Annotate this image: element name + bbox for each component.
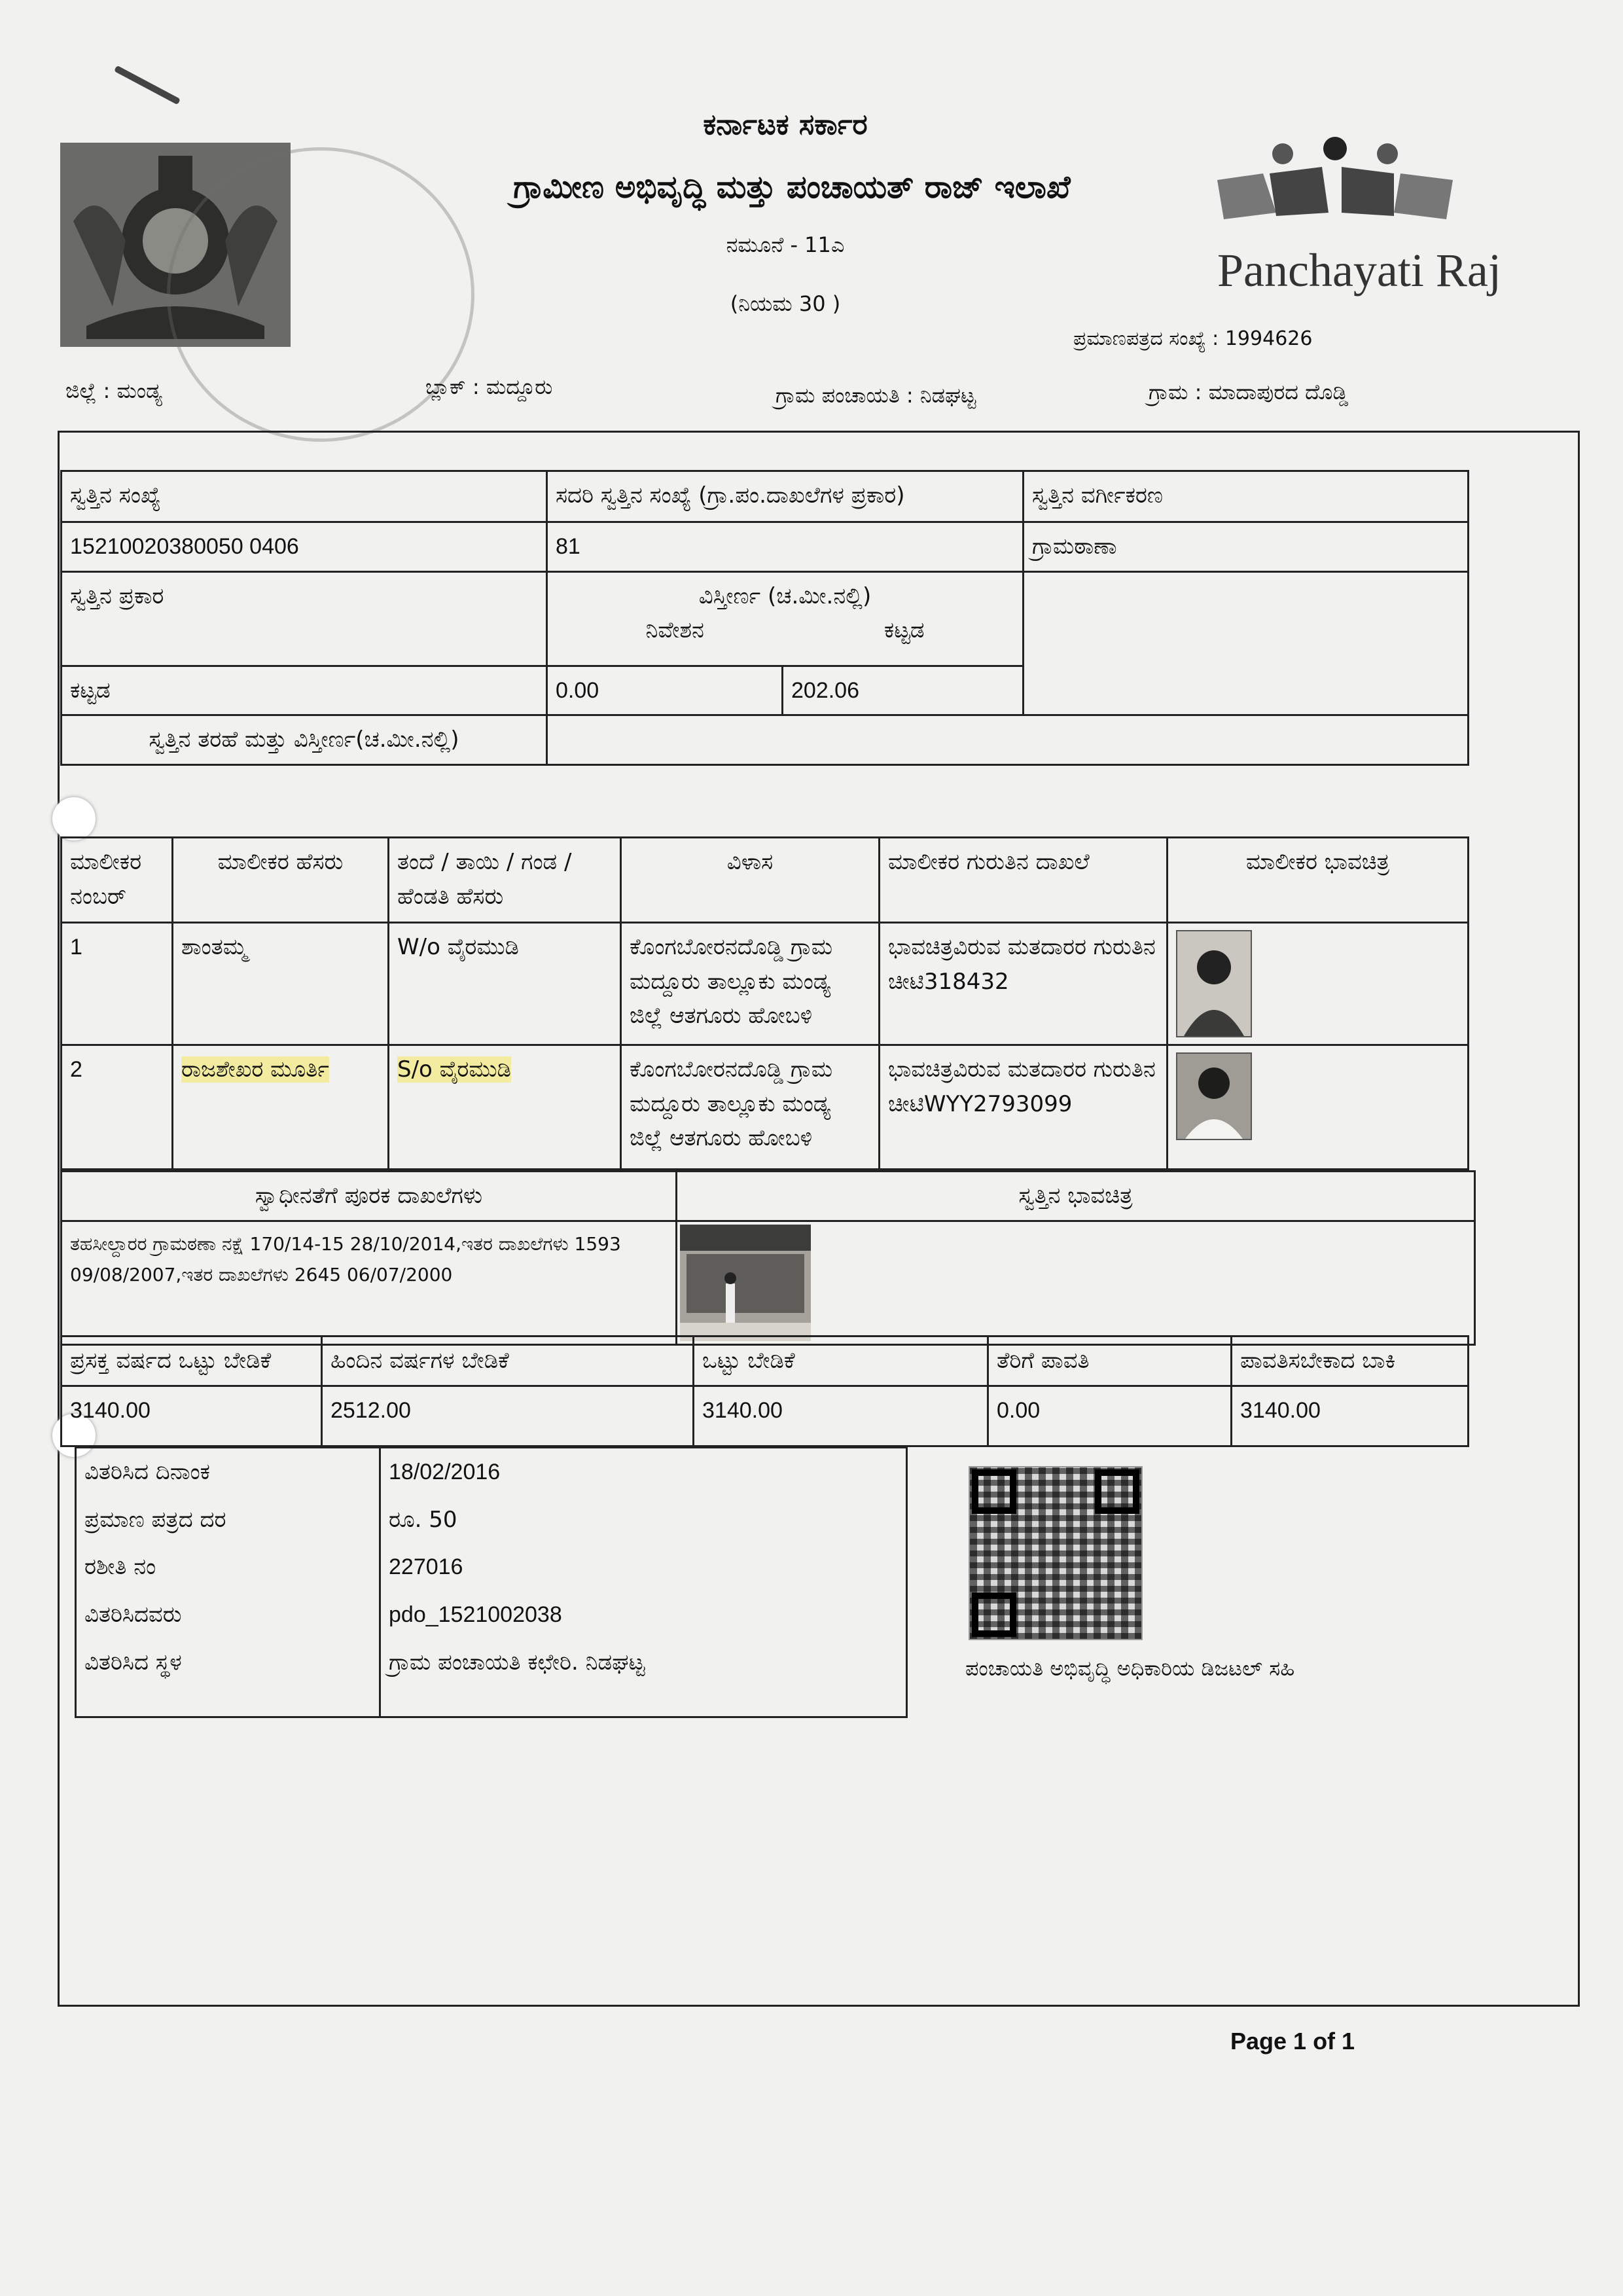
qr-code-icon (969, 1466, 1143, 1640)
owner-relation (389, 1045, 621, 1170)
sadari-value: 81 (547, 522, 1024, 572)
classification-value: ಗ್ರಾಮಠಾಣಾ (1024, 522, 1469, 572)
supporting-docs-value: ತಹಸೀಲ್ದಾರರ ಗ್ರಾಮಠಣಾ ನಕ್ಷೆ 170/14-15 28/10/2014,ಇತರ ದಾಖಲೆಗಳು 1593 09/08/2007,ಇತರ ದಾಖಲೆಗಳು 2645 06/07/2000 (62, 1221, 677, 1344)
supporting-table (60, 1170, 1476, 1346)
sadari-label: ಸದರಿ ಸ್ವತ್ತಿನ ಸಂಖ್ಯೆ (ಗ್ರಾ.ಪಂ.ದಾಖಲೆಗಳ ಪ್ರಕಾರ) (547, 471, 1024, 522)
owner-relation-text: S/o ವೈರಮುಡಿ (397, 1056, 511, 1083)
table-row (76, 1543, 907, 1591)
building-value: 202.06 (783, 666, 1024, 715)
owner-address: ಕೊಂಗಬೋರನದೊಡ್ಡಿ ಗ್ರಾಮ ಮದ್ದೂರು ತಾಲ್ಲೂಕು ಮಂಡ್ಯ ಜಿಲ್ಲೆ ಆತಗೂರು ಹೋಬಳಿ (621, 1045, 880, 1170)
property-type-label: ಸ್ವತ್ತಿನ ಪ್ರಕಾರ (62, 571, 547, 666)
owner-no: 1 (62, 923, 173, 1045)
property-photo-label: ಸ್ವತ್ತಿನ ಭಾವಚಿತ್ರ (677, 1172, 1475, 1221)
tax-header-previous: ಹಿಂದಿನ ವರ್ಷಗಳ ಬೇಡಿಕೆ (322, 1336, 694, 1386)
property-type-value: ಕಟ್ಟಡ (62, 666, 547, 715)
blank-cell (1024, 571, 1469, 715)
owners-header-relation: ತಂದೆ / ತಾಯಿ / ಗಂಡ / ಹೆಂಡತಿ ಹೆಸರು (389, 838, 621, 923)
owner-name (173, 1045, 389, 1170)
owner-photo-cell (1168, 923, 1469, 1045)
tax-total-value: 3140.00 (694, 1386, 988, 1446)
owner-name: ಶಾಂತಮ್ಮ (173, 923, 389, 1045)
district: ಜಿಲ್ಲೆ : ಮಂಡ್ಯ (65, 378, 162, 403)
issued-by-value: pdo_1521002038 (380, 1591, 907, 1639)
certificate-fee-value: ರೂ. 50 (380, 1496, 907, 1544)
tax-header-current: ಪ್ರಸಕ್ತ ವರ್ಷದ ಒಟ್ಟು ಬೇಡಿಕೆ (62, 1336, 322, 1386)
tax-header-balance: ಪಾವತಿಸಬೇಕಾದ ಬಾಕಿ (1232, 1336, 1469, 1386)
owner-address: ಕೊಂಗಬೋರನದೊಡ್ಡಿ ಗ್ರಾಮ ಮದ್ದೂರು ತಾಲ್ಲೂಕು ಮಂಡ್ಯ ಜಿಲ್ಲೆ ಆತಗೂರು ಹೋಬಳಿ (621, 923, 880, 1045)
certificate-number-value: 1994626 (1224, 327, 1313, 350)
table-row (76, 1496, 907, 1544)
panchayati-raj-logo-icon (1211, 134, 1459, 239)
property-table (60, 470, 1469, 766)
certificate-number-row (1073, 327, 1312, 350)
area-header (547, 571, 1024, 666)
brand-text: Panchayati Raj (1217, 244, 1501, 296)
tax-table (60, 1335, 1469, 1447)
digital-signature-label: ಪಂಚಾಯತಿ ಅಭಿವೃದ್ಧಿ ಅಧಿಕಾರಿಯ ಡಿಜಟಲ್ ಸಹಿ (965, 1656, 1295, 1681)
owners-table (60, 836, 1469, 1170)
owners-header-no: ಮಾಲೀಕರ ನಂಬರ್ (62, 838, 173, 923)
receipt-no-label: ರಶೀತಿ ನಂ (76, 1543, 380, 1591)
building-label: ಕಟ್ಟಡ (883, 617, 925, 644)
rule-number: (ನಿಯಮ 30 ) (730, 291, 841, 316)
property-photo-icon (680, 1225, 811, 1341)
issue-date-value: 18/02/2016 (380, 1448, 907, 1496)
table-row (76, 1591, 907, 1639)
property-photo-cell (677, 1221, 1475, 1344)
supporting-docs-label: ಸ್ವಾಧೀನತೆಗೆ ಪೂರಕ ದಾಖಲೆಗಳು (62, 1172, 677, 1221)
form-name: ನಮೂನೆ - 11ಎ (726, 232, 845, 257)
punch-hole (52, 797, 96, 840)
tax-header-paid: ತೆರಿಗೆ ಪಾವತಿ (988, 1336, 1232, 1386)
department-title: ಗ್ರಾಮೀಣ ಅಭಿವೃದ್ಧಿ ಮತ್ತು ಪಂಚಾಯತ್ ರಾಜ್ ಇಲಾಖೆ (513, 169, 1071, 206)
gram-panchayat: ಗ್ರಾಮ ಪಂಚಾಯತಿ : ನಿಡಘಟ್ಟ (776, 383, 976, 408)
property-nature-label: ಸ್ವತ್ತಿನ ತರಹೆ ಮತ್ತು ವಿಸ್ತೀರ್ಣ(ಚ.ಮೀ.ನಲ್ಲಿ) (62, 715, 547, 765)
issued-by-label: ವಿತರಿಸಿದವರು (76, 1591, 380, 1639)
issue-table (75, 1446, 908, 1718)
issue-place-label: ವಿತರಿಸಿದ ಸ್ಥಳ (76, 1639, 380, 1717)
government-title: ಕರ್ನಾಟಕ ಸರ್ಕಾರ (703, 108, 868, 141)
area-label: ವಿಸ್ತೀರ್ಣ (ಚ.ಮೀ.ನಲ್ಲಿ) (698, 583, 872, 609)
owner-name-text: ರಾಜಶೇಖರ ಮೂರ್ತಿ (181, 1056, 329, 1083)
owner-id-doc: ಭಾವಚಿತ್ರವಿರುವ ಮತದಾರರ ಗುರುತಿನ ಚೀಟಿ318432 (880, 923, 1168, 1045)
village: ಗ್ರಾಮ : ಮಾದಾಪುರದ ದೊಡ್ಡಿ (1149, 380, 1349, 404)
owners-header-address: ವಿಳಾಸ (621, 838, 880, 923)
tax-balance-value: 3140.00 (1232, 1386, 1469, 1446)
block: ಬ್ಲಾಕ್ : ಮದ್ದೂರು (425, 374, 553, 399)
table-row (62, 1045, 1469, 1170)
classification-label: ಸ್ವತ್ತಿನ ವರ್ಗೀಕರಣ (1024, 471, 1469, 522)
owner-relation: W/o ವೈರಮುಡಿ (389, 923, 621, 1045)
page-number: Page 1 of 1 (1230, 2028, 1355, 2054)
tax-current-value: 3140.00 (62, 1386, 322, 1446)
tax-previous-value: 2512.00 (322, 1386, 694, 1446)
property-nature-value (547, 715, 1469, 765)
owners-header-name: ಮಾಲೀಕರ ಹೆಸರು (173, 838, 389, 923)
table-row (76, 1448, 907, 1496)
site-label: ನಿವೇಶನ (645, 617, 704, 644)
tax-header-total: ಒಟ್ಟು ಬೇಡಿಕೆ (694, 1336, 988, 1386)
property-id-label: ಸ್ವತ್ತಿನ ಸಂಖ್ಯೆ (62, 471, 547, 522)
tax-paid-value: 0.00 (988, 1386, 1232, 1446)
owner-photo-icon (1176, 930, 1252, 1037)
receipt-no-value: 227016 (380, 1543, 907, 1591)
certificate-fee-label: ಪ್ರಮಾಣ ಪತ್ರದ ದರ (76, 1496, 380, 1544)
certificate-number-label: ಪ್ರಮಾಣಪತ್ರದ ಸಂಖ್ಯೆ : (1073, 327, 1219, 350)
table-row (76, 1639, 907, 1717)
owner-photo-cell (1168, 1045, 1469, 1170)
table-row (62, 923, 1469, 1045)
issue-date-label: ವಿತರಿಸಿದ ದಿನಾಂಕ (76, 1448, 380, 1496)
property-id-value: 15210020380050 0406 (62, 522, 547, 572)
issue-place-value: ಗ್ರಾಮ ಪಂಚಾಯತಿ ಕಛೇರಿ. ನಿಡಘಟ್ಟ (380, 1639, 907, 1717)
owner-photo-icon (1176, 1052, 1252, 1140)
owner-no: 2 (62, 1045, 173, 1170)
owners-header-id: ಮಾಲೀಕರ ಗುರುತಿನ ದಾಖಲೆ (880, 838, 1168, 923)
site-value: 0.00 (547, 666, 783, 715)
owners-header-photo: ಮಾಲೀಕರ ಭಾವಚಿತ್ರ (1168, 838, 1469, 923)
staple-mark (114, 65, 181, 105)
owner-id-doc: ಭಾವಚಿತ್ರವಿರುವ ಮತದಾರರ ಗುರುತಿನ ಚೀಟಿWYY2793099 (880, 1045, 1168, 1170)
